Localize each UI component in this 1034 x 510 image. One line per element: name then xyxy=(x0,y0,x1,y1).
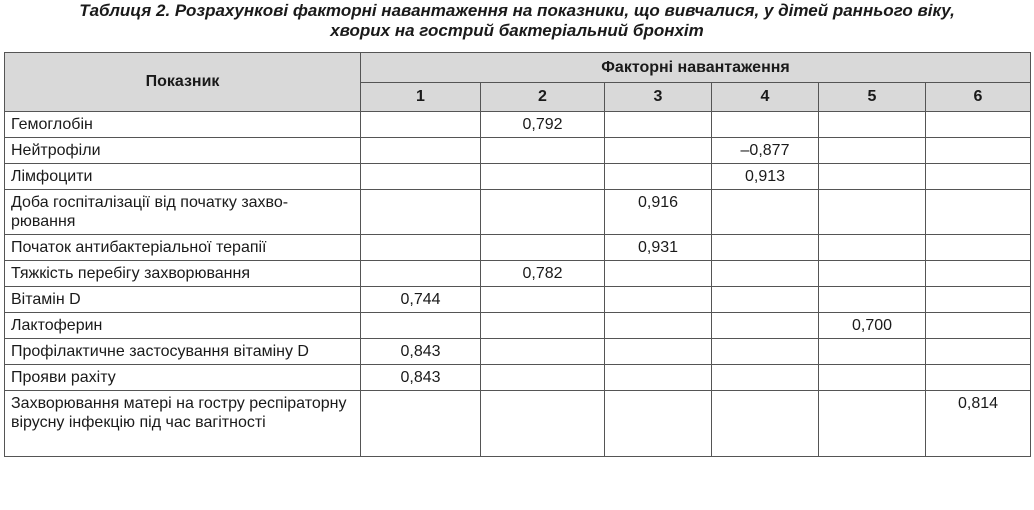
table-row xyxy=(5,164,1031,190)
loading-cell xyxy=(361,138,481,164)
table-row xyxy=(5,339,1031,365)
indicator-name: Гемоглобін xyxy=(5,112,361,138)
loading-cell xyxy=(481,138,605,164)
loading-cell xyxy=(712,235,819,261)
loading-cell xyxy=(926,261,1031,287)
loading-cell xyxy=(605,261,712,287)
loading-cell xyxy=(481,164,605,190)
loading-cell xyxy=(361,391,481,457)
caption-line-2: хворих на гострий бактеріальний бронхіт xyxy=(330,21,704,40)
indicator-name: Прояви рахіту xyxy=(5,365,361,391)
loading-cell xyxy=(819,235,926,261)
loading-cell xyxy=(605,164,712,190)
loading-cell: 0,916 xyxy=(605,190,712,235)
loading-cell xyxy=(605,365,712,391)
loading-cell xyxy=(712,112,819,138)
loading-cell xyxy=(605,287,712,313)
loading-cell: 0,814 xyxy=(926,391,1031,457)
loading-cell: 0,792 xyxy=(481,112,605,138)
loading-cell xyxy=(481,339,605,365)
loading-cell xyxy=(712,287,819,313)
loading-cell xyxy=(926,112,1031,138)
factor-number-header: 3 xyxy=(605,83,712,112)
loading-cell xyxy=(819,391,926,457)
indicator-name: Профілактичне застосування вітаміну D xyxy=(5,339,361,365)
table-row xyxy=(5,138,1031,164)
loading-cell xyxy=(712,339,819,365)
indicator-name: Тяжкість перебігу захворювання xyxy=(5,261,361,287)
loading-cell xyxy=(926,365,1031,391)
loading-cell xyxy=(926,235,1031,261)
loading-cell: 0,913 xyxy=(712,164,819,190)
loading-cell: –0,877 xyxy=(712,138,819,164)
loading-cell: 0,931 xyxy=(605,235,712,261)
loading-cell: 0,700 xyxy=(819,313,926,339)
loading-cell xyxy=(605,391,712,457)
loading-cell xyxy=(361,190,481,235)
loading-cell xyxy=(481,235,605,261)
indicator-name: Початок антибактеріальної терапії xyxy=(5,235,361,261)
loading-cell xyxy=(926,313,1031,339)
loading-cell xyxy=(361,235,481,261)
loading-cell xyxy=(361,261,481,287)
loading-cell xyxy=(481,287,605,313)
table-row xyxy=(5,235,1031,261)
loading-cell xyxy=(819,261,926,287)
indicator-name: Вітамін D xyxy=(5,287,361,313)
factor-loadings-table xyxy=(4,52,1031,457)
table-row xyxy=(5,313,1031,339)
loading-cell xyxy=(819,365,926,391)
loading-cell xyxy=(361,313,481,339)
loading-cell xyxy=(481,365,605,391)
loading-cell xyxy=(361,112,481,138)
loading-cell xyxy=(605,112,712,138)
loading-cell xyxy=(819,164,926,190)
factor-number-header: 6 xyxy=(926,83,1031,112)
loading-cell xyxy=(819,190,926,235)
table-row xyxy=(5,365,1031,391)
loading-cell xyxy=(605,313,712,339)
table-row xyxy=(5,261,1031,287)
loading-cell xyxy=(819,339,926,365)
loading-cell xyxy=(819,287,926,313)
indicator-name: Лактоферин xyxy=(5,313,361,339)
loading-cell xyxy=(926,287,1031,313)
loading-cell xyxy=(712,261,819,287)
table-row xyxy=(5,190,1031,235)
indicator-name: Нейтрофіли xyxy=(5,138,361,164)
loading-cell xyxy=(481,313,605,339)
factor-number-header: 1 xyxy=(361,83,481,112)
loading-cell: 0,782 xyxy=(481,261,605,287)
loading-cell xyxy=(819,138,926,164)
table-caption xyxy=(0,0,1034,45)
loading-cell xyxy=(712,190,819,235)
loading-cell xyxy=(712,313,819,339)
loading-cell xyxy=(481,391,605,457)
factor-number-header: 2 xyxy=(481,83,605,112)
loading-cell xyxy=(605,339,712,365)
factor-number-header: 5 xyxy=(819,83,926,112)
loading-cell xyxy=(605,138,712,164)
loading-cell xyxy=(361,164,481,190)
caption-line-1: Таблиця 2. Розрахункові факторні навантаження на показники, що вивчалися, у дітей раннього віку, xyxy=(79,1,955,20)
loading-cell xyxy=(926,164,1031,190)
loading-cell xyxy=(926,138,1031,164)
loading-cell: 0,843 xyxy=(361,339,481,365)
loading-cell xyxy=(712,365,819,391)
loading-cell xyxy=(712,391,819,457)
factor-number-header: 4 xyxy=(712,83,819,112)
loading-cell xyxy=(926,339,1031,365)
loading-cell xyxy=(926,190,1031,235)
loading-cell: 0,843 xyxy=(361,365,481,391)
indicator-name: Лімфоцити xyxy=(5,164,361,190)
loading-cell xyxy=(481,190,605,235)
table-row xyxy=(5,287,1031,313)
factor-loadings-header: Факторні навантаження xyxy=(361,53,1031,83)
loading-cell: 0,744 xyxy=(361,287,481,313)
table-row xyxy=(5,391,1031,457)
indicator-name: Захворювання матері на гостру респіраторну вірусну інфекцію під час вагітності xyxy=(5,391,361,457)
indicator-name: Доба госпіталізації від початку захво-рювання xyxy=(5,190,361,235)
table-row xyxy=(5,112,1031,138)
indicator-column-header: Показник xyxy=(5,53,361,112)
loading-cell xyxy=(819,112,926,138)
